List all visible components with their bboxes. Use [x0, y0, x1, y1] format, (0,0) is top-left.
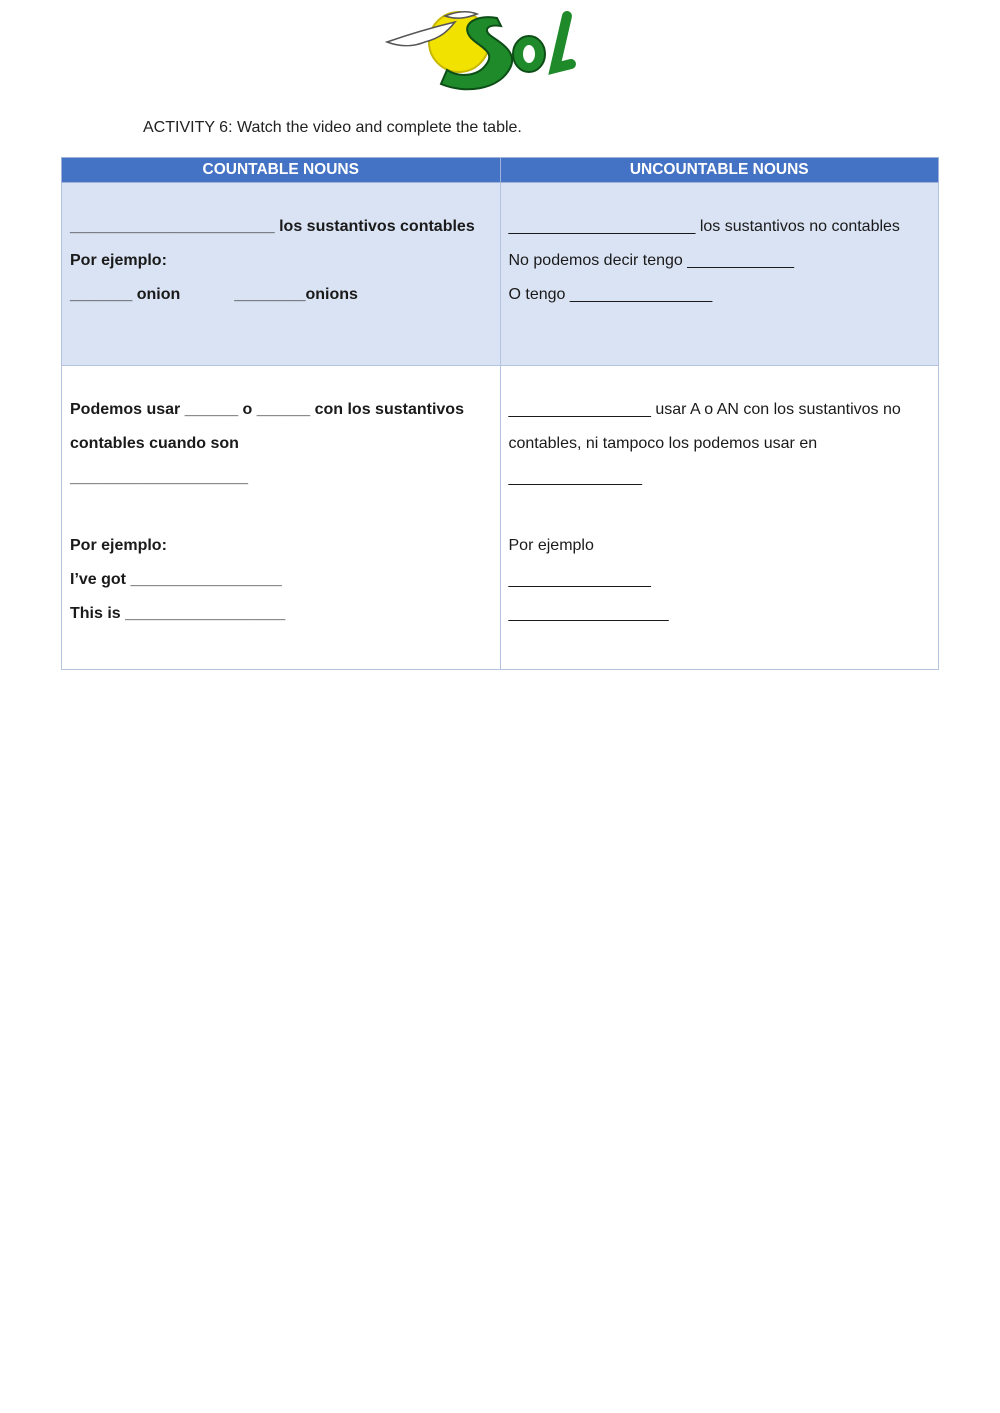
- countable-article-rule-cont: contables cuando son: [70, 435, 239, 452]
- uncountable-example-blank-2: __________________: [508, 605, 669, 622]
- uncountable-cell-2: [500, 366, 939, 670]
- uncountable-definition: _____________________ los sustantivos no contables: [508, 218, 900, 235]
- table-row: [62, 183, 939, 366]
- countable-example-label: Por ejemplo:: [70, 252, 167, 269]
- countable-example-plural: ________onions: [234, 286, 358, 303]
- countable-example-this-is: This is __________________: [70, 605, 286, 622]
- uncountable-example-label: Por ejemplo: [508, 537, 594, 554]
- nouns-table: [61, 157, 939, 670]
- uncountable-cell-1: [500, 183, 939, 366]
- countable-cell-1: [62, 183, 501, 366]
- uncountable-article-rule: ________________ usar A o AN con los sustantivos no: [508, 401, 901, 418]
- countable-example-singular: _______ onion: [70, 286, 181, 303]
- header-countable: COUNTABLE NOUNS: [62, 158, 501, 183]
- uncountable-example-blank-1: ________________: [508, 571, 651, 588]
- countable-example-label-2: Por ejemplo:: [70, 537, 167, 554]
- uncountable-example-2: O tengo ________________: [508, 286, 713, 303]
- header-uncountable: UNCOUNTABLE NOUNS: [500, 158, 939, 183]
- uncountable-article-rule-cont: contables, ni tampoco los podemos usar en: [508, 435, 818, 452]
- uncountable-example-1: No podemos decir tengo ____________: [508, 252, 795, 269]
- sol-logo: [385, 4, 580, 94]
- countable-example-ive-got: I’ve got _________________: [70, 571, 282, 588]
- countable-cell-2: [62, 366, 501, 670]
- countable-article-blank: ____________________: [70, 469, 248, 486]
- uncountable-article-blank: _______________: [508, 469, 642, 486]
- activity-instruction: ACTIVITY 6: Watch the video and complete the table.: [143, 119, 522, 136]
- countable-article-rule: Podemos usar ______ o ______ con los sustantivos: [70, 401, 464, 418]
- countable-definition: _______________________ los sustantivos contables: [70, 218, 475, 235]
- countable-example-line: [70, 278, 492, 312]
- table-row: [62, 366, 939, 670]
